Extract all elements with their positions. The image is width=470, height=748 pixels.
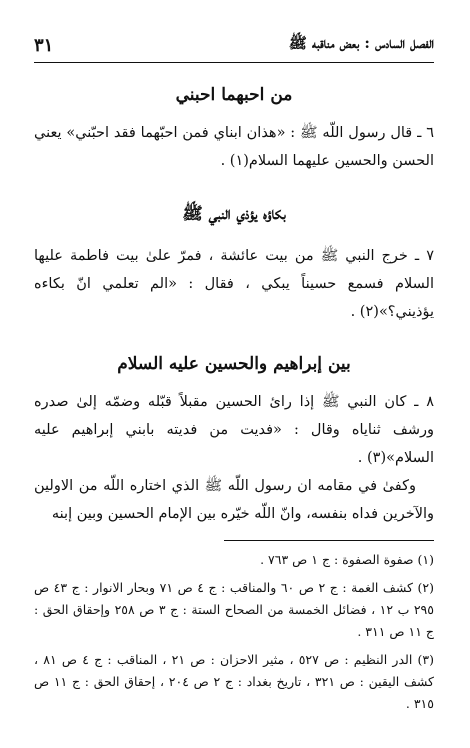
page bbox=[0, 34, 470, 748]
footnote-3: (٣) الدر النظيم : ص ٥٢٧ ، مثير الاحزان : ص ٢١ ، المناقب : ج ٤ ص ٨١ ، كشف اليقين : ص ٣٢١ ، تاريخ بغداد : ج ٢ ص ٢٠٤ ، إحقاق الحق : ج ١١ ص ٣١٥ . bbox=[34, 652, 435, 711]
section-heading-2: بكاؤه يؤذي النبي ﷺ bbox=[182, 204, 286, 224]
chapter-title: الفصل السادس : بعض مناقبه ﷺ bbox=[288, 34, 434, 52]
paragraph-7: ٧ ـ خرج النبي ﷺ من بيت عائشة ، فمرّ علىٰ بيت فاطمة عليها السلام فسمع حسيناً يبكي ، فقال : «الم تعلمي انّ بكاءه يؤذيني؟»(٢) . bbox=[34, 248, 434, 320]
page-number: ٣١ bbox=[34, 35, 54, 56]
paragraph-8: ٨ ـ كان النبي ﷺ إذا رائ الحسين مقبلاً قبّله وضمّه إلىٰ صدره ورشف ثناياه وقال : «فديت من فديته بابني إبراهيم عليه السلام»(٣) . bbox=[34, 394, 434, 466]
paragraph-6: ٦ ـ قال رسول اللّه ﷺ : «هذان ابناي فمن احبّهما فقد احبّني» يعني الحسن والحسين عليهما السلام(١) . bbox=[34, 125, 434, 169]
footnote-divider bbox=[224, 540, 434, 541]
footnote-2: (٢) كشف الغمة : ج ٢ ص ٦٠ والمناقب : ج ٤ ص ٧١ وبحار الانوار : ج ٤٣ ص ٢٩٥ ب ١٢ ، فضائل الخمسة من الصحاح الستة : ج ٣ ص ٢٥٨ وإحقاق الحق : ج ١١ ص ٣١١ . bbox=[34, 580, 435, 639]
footnotes bbox=[34, 549, 434, 715]
section-heading-1: من احبهما احبني bbox=[175, 85, 293, 105]
paragraph-continuation: وكفىٰ في مقامه ان رسول اللّه ﷺ الذي اختاره اللّه من الاولين والآخرين فداه بنفسه، وانّ اللّه خيّره بين الإمام الحسين وبين إبنه bbox=[34, 478, 434, 522]
footnote-1: (١) صفوة الصفوة : ج ١ ص ٧٦٣ . bbox=[260, 552, 434, 567]
section-heading-3: بين إبراهيم والحسين عليه السلام bbox=[117, 354, 351, 374]
running-header bbox=[34, 34, 434, 63]
